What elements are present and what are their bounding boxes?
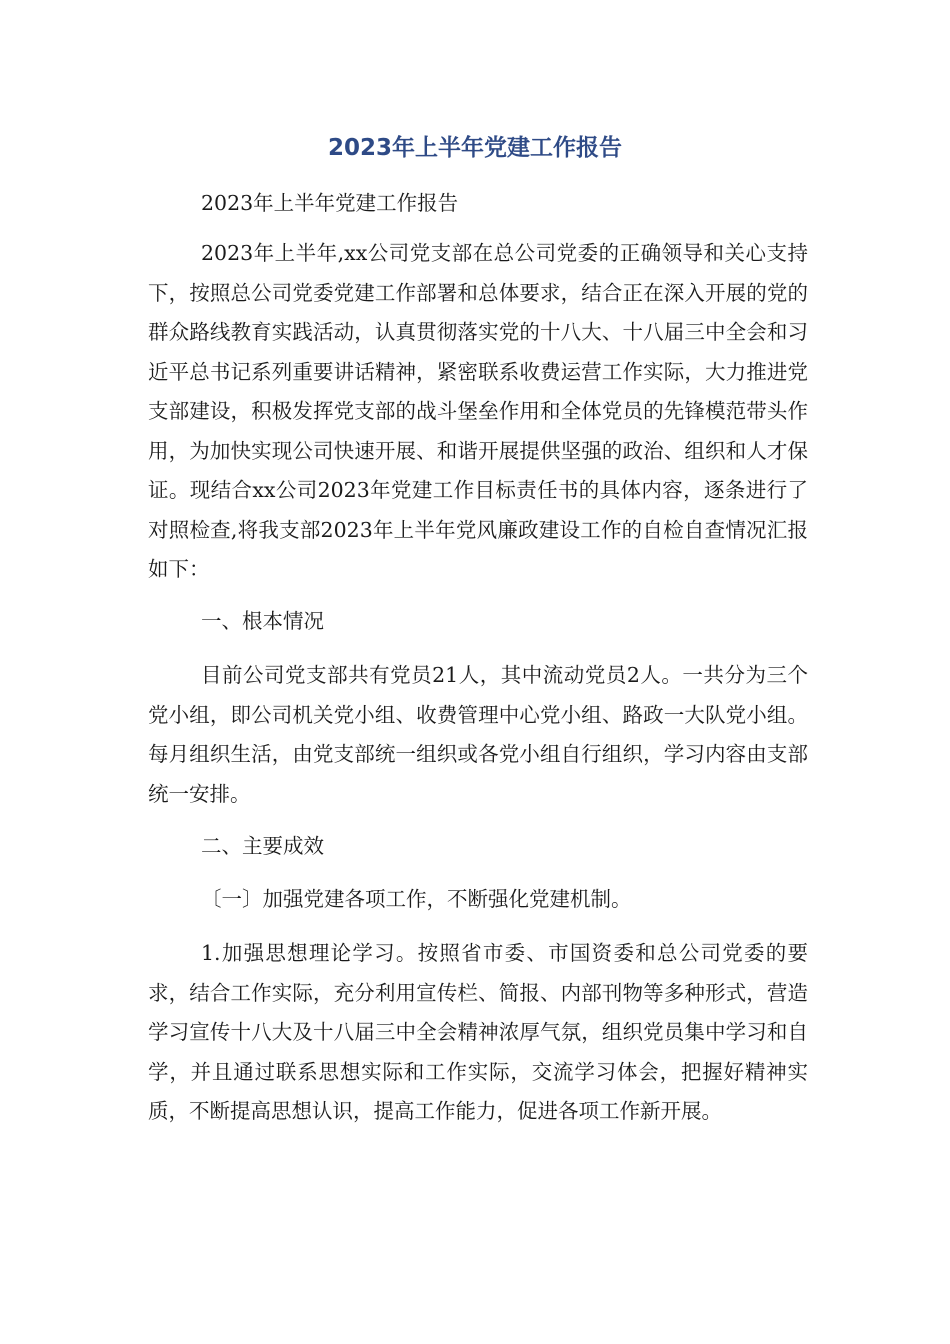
document-title: 2023年上半年党建工作报告 — [327, 135, 622, 161]
section-heading-main-results: 二、主要成效 — [201, 834, 324, 858]
subsection-heading: 〔一〕加强党建各项工作，不断强化党建机制。 — [201, 887, 632, 911]
item-paragraph: 1.加强思想理论学习。按照省市委、市国资委和总公司党委的要求，结合工作实际，充分利用宣传栏、简报、内部刊物等多种形式，营造学习宣传十八大及十八届三中全会精神浓厚气氛，组织党员集中学习和自学，并且通过联系思想实际和工作实际，交流学习体会，把握好精神实质，不断提高思想认识，提高工作能力，促进各项工作新开展。 — [148, 941, 808, 1123]
section-paragraph-basic-situation: 目前公司党支部共有党员21人，其中流动党员2人。一共分为三个党小组，即公司机关党小组、收费管理中心党小组、路政一大队党小组。每月组织生活，由党支部统一组织或各党小组自行组织，学习内容由支部统一安排。 — [148, 663, 808, 806]
intro-paragraph: 2023年上半年,xx公司党支部在总公司党委的正确领导和关心支持下，按照总公司党委党建工作部署和总体要求，结合正在深入开展的党的群众路线教育实践活动，认真贯彻落实党的十八大、十八届三中全会和习近平总书记系列重要讲话精神，紧密联系收费运营工作实际，大力推进党支部建设，积极发挥党支部的战斗堡垒作用和全体党员的先锋模范带头作用，为加快实现公司快速开展、和谐开展提供坚强的政治、组织和人才保证。现结合xx公司2023年党建工作目标责任书的具体内容，逐条进行了对照检查,将我支部2023年上半年党风廉政建设工作的自检自查情况汇报如下： — [148, 241, 808, 581]
document-subtitle: 2023年上半年党建工作报告 — [201, 191, 459, 215]
section-heading-basic-situation: 一、根本情况 — [201, 609, 324, 633]
